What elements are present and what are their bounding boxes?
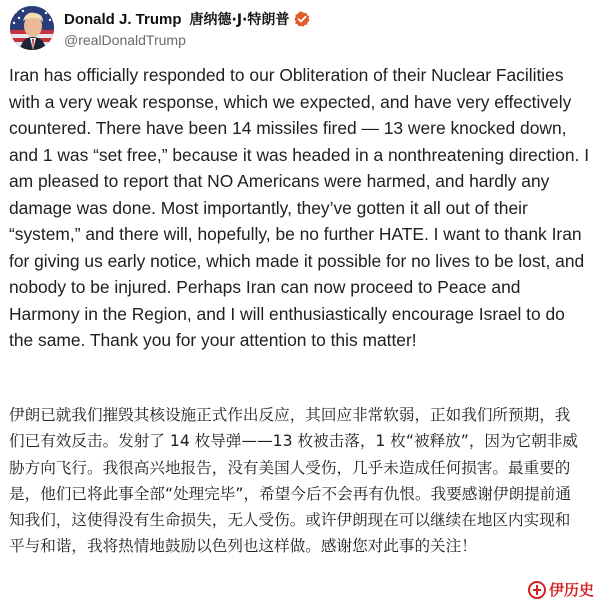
author-block <box>64 8 310 48</box>
watermark-logo-icon <box>528 581 546 599</box>
post-header <box>10 4 310 52</box>
post-text-english: Iran has officially responded to our Obliteration of their Nuclear Facilities with a very weak response, which we expected, and have very effectively countered. There have been 14 missiles fired — 13 were knocked down, and 1 was “set free,” because it was headed in a nonthreatening direction. I am pleased to report that NO Americans were harmed, and hardly any damage was done. Most importantly, they’ve gotten it all out of their “system,” and there will, hopefully, be no further HATE. I want to thank Iran for giving us early notice, which made it possible for no lives to be lost, and nobody to be injured. Perhaps Iran can now proceed to Peace and Harmony in the Region, and I will enthusiastically encourage Israel to do the same. Thank you for your attention to this matter! <box>9 65 590 350</box>
watermark <box>528 579 594 600</box>
author-display-name[interactable]: Donald J. Trump <box>64 10 182 28</box>
name-row <box>64 8 310 30</box>
avatar-flag-image <box>10 6 54 50</box>
author-chinese-name: 唐纳德·J·特朗普 <box>189 12 290 28</box>
verified-badge-icon <box>294 11 310 27</box>
post-text-chinese: 伊朗已就我们摧毁其核设施正式作出反应，其回应非常软弱，正如我们所预期，我们已有效反击。发射了 14 枚导弹——13 枚被击落，1 枚“被释放”，因为它朝非威胁方向飞行。我很高兴地报告，没有美国人受伤，几乎未造成任何损害。最重要的是，他们已将此事全部“处理完毕”，希望今后不会再有仇恨。我要感谢伊朗提前通知我们，这使得没有生命损失，无人受伤。或许伊朗现在可以继续在地区内实现和平与和谐，我将热情地鼓励以色列也这样做。感谢您对此事的关注！ <box>9 406 578 556</box>
avatar[interactable] <box>10 6 54 50</box>
author-handle[interactable]: @realDonaldTrump <box>64 32 186 48</box>
watermark-text: 伊历史 <box>548 581 594 599</box>
